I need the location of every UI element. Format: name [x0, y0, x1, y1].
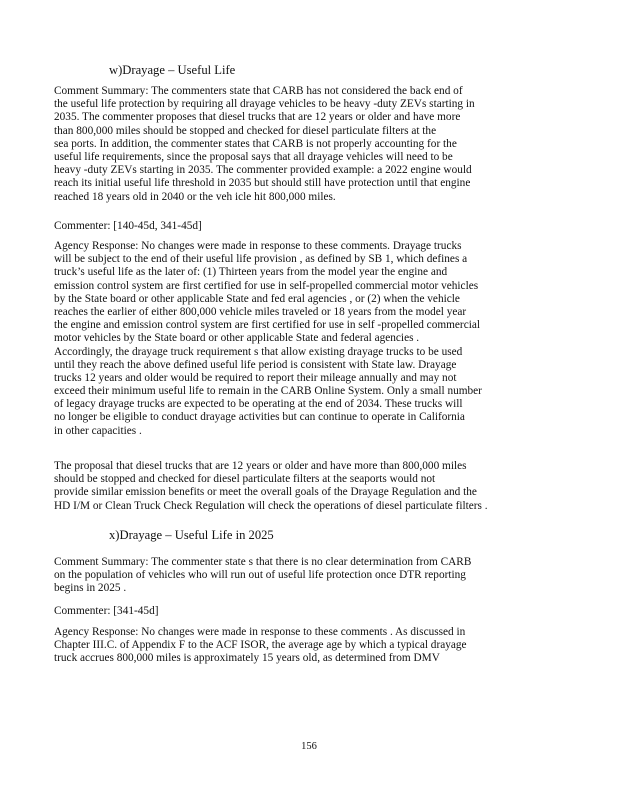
text-line: truck accrues 800,000 miles is approximately 15 years old, as determined from DMV: [54, 652, 440, 665]
text-line: truck’s useful life as the later of: (1) Thirteen years from the model year the engine and: [54, 266, 448, 279]
text-line: of legacy drayage trucks are expected to be operating at the end of 2034. These trucks will: [54, 398, 463, 411]
commenter-line-w: [54, 220, 564, 233]
text-line: provide similar emission benefits or meet the overall goals of the Drayage Regulation and the: [54, 486, 477, 499]
text-line: the useful life protection by requiring all drayage vehicles to be heavy -duty ZEVs starting in: [54, 98, 475, 111]
commenter-reference: Commenter: [341-45d]: [54, 605, 159, 617]
text-line: on the population of vehicles who will run out of useful life protection once DTR reporting: [54, 569, 466, 582]
commenter-line-x: [54, 605, 564, 618]
text-line: will be subject to the end of their useful life provision , as defined by SB 1, which defines a: [54, 253, 468, 266]
commenter-reference: Commenter: [140-45d, 341-45d]: [54, 220, 202, 232]
text-line: Agency Response: No changes were made in response to these comments . As discussed in: [54, 626, 466, 638]
text-line: sea ports. In addition, the commenter states that CARB is not properly accounting for the: [54, 137, 457, 150]
text-line: 2035. The commenter proposes that diesel trucks that are 12 years or older and have more: [54, 111, 461, 124]
text-line: Chapter III.C. of Appendix F to the ACF ISOR, the average age by which a typical drayage: [54, 639, 467, 652]
page-number: 156: [301, 741, 317, 752]
text-line: reached 18 years old in 2040 or the veh icle hit 800,000 miles.: [54, 190, 336, 203]
section-heading-x: x)Drayage – Useful Life in 2025: [109, 528, 274, 542]
text-line: the engine and emission control system are first certified for use in self -propelled commercial: [54, 319, 480, 332]
text-line: by the State board or other applicable State and fed eral agencies , or (2) when the vehicle: [54, 292, 460, 305]
text-line: in other capacities .: [54, 424, 142, 437]
text-line: The proposal that diesel trucks that are 12 years or older and have more than 800,000 miles: [54, 460, 467, 472]
text-line: emission control system are first certified for use in self-propelled commercial motor vehicles: [54, 279, 479, 292]
text-line: Comment Summary: The commenters state that CARB has not considered the back end of: [54, 85, 463, 97]
text-line: Comment Summary: The commenter state s that there is no clear determination from CARB: [54, 556, 472, 568]
text-line: exceed their minimum useful life to remain in the CARB Online System. Only a small number: [54, 385, 482, 398]
text-line: Accordingly, the drayage truck requirement s that allow existing drayage trucks to be used: [54, 345, 463, 358]
text-line: Agency Response: No changes were made in response to these comments. Drayage trucks: [54, 240, 462, 252]
text-line: reaches the earlier of either 800,000 vehicle miles traveled or 18 years from the model year: [54, 305, 467, 318]
text-line: heavy -duty ZEVs starting in 2035. The commenter provided example: a 2022 engine would: [54, 164, 472, 177]
text-line: until they reach the above defined useful life period is consistent with State law. Drayage: [54, 358, 457, 371]
text-line: than 800,000 miles should be stopped and checked for diesel particulate filters at the: [54, 124, 437, 137]
text-line: begins in 2025 .: [54, 582, 127, 595]
text-line: trucks 12 years and older would be required to report their mileage annually and may not: [54, 371, 457, 384]
comment-summary-w: [54, 85, 564, 204]
comment-summary-x: [54, 556, 564, 596]
text-line: HD I/M or Clean Truck Check Regulation will check the operations of diesel particulate filters .: [54, 499, 488, 512]
agency-response-w-paragraph-2: [54, 460, 564, 513]
text-line: useful life requirements, since the proposal says that all drayage vehicles will need to be: [54, 150, 453, 163]
text-line: should be stopped and checked for diesel particulate filters at the seaports would not: [54, 473, 436, 486]
text-line: no longer be eligible to conduct drayage activities but can continue to operate in California: [54, 411, 465, 424]
agency-response-w: [54, 240, 564, 438]
section-heading-w: w)Drayage – Useful Life: [109, 63, 236, 77]
text-line: motor vehicles by the State board or other applicable State and federal agencies .: [54, 332, 420, 345]
text-line: reach its initial useful life threshold in 2035 but should still have protection until that engine: [54, 177, 471, 190]
agency-response-x: [54, 626, 564, 666]
